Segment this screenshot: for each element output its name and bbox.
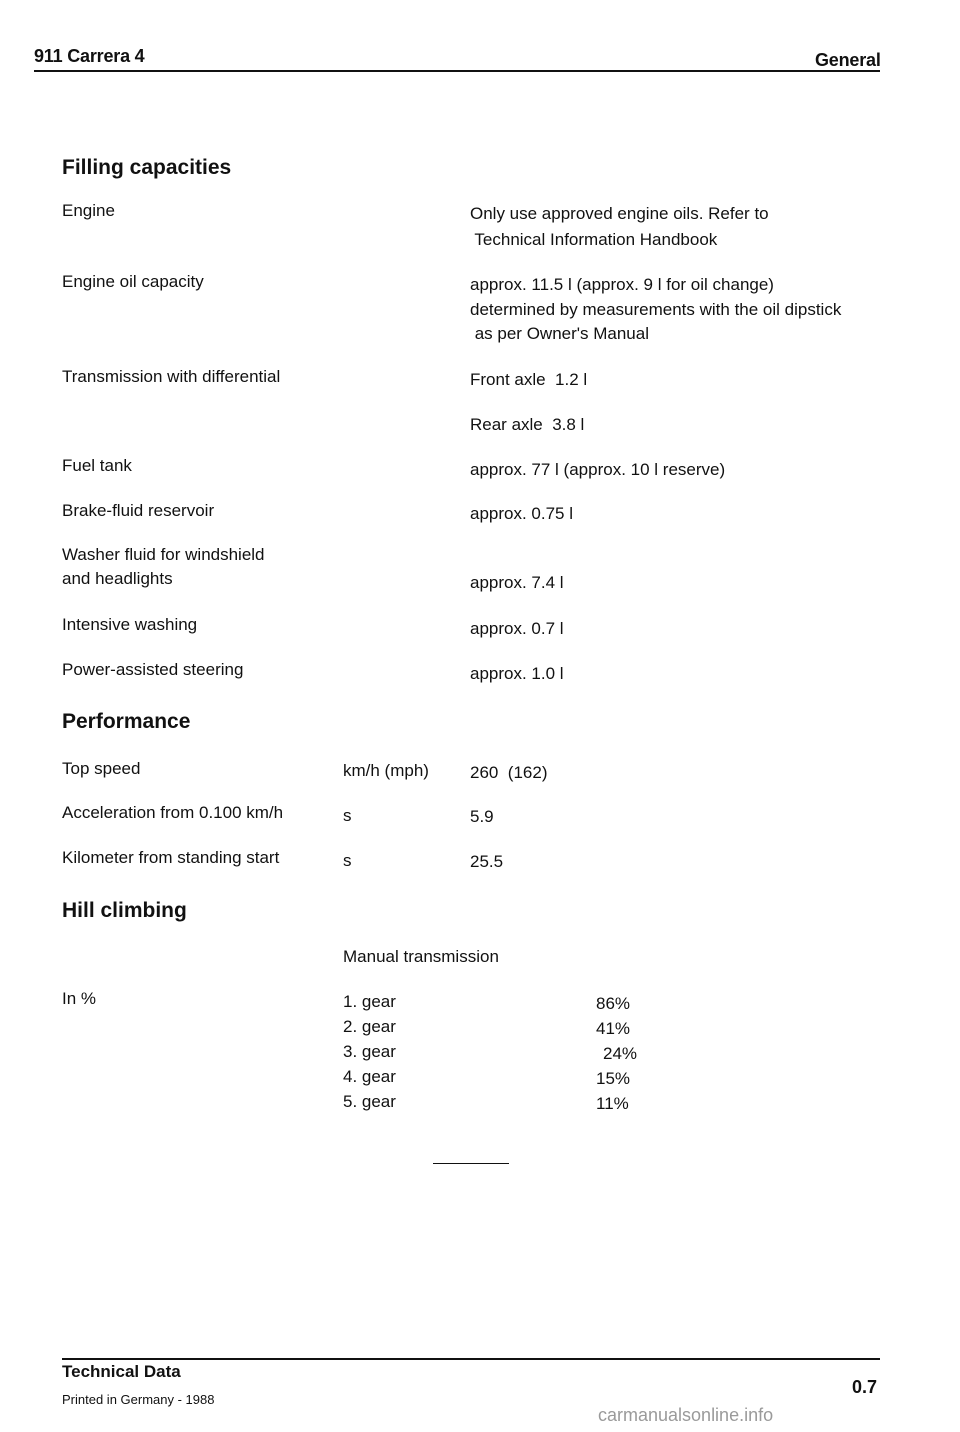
filling-value-front-axle: Front axle 1.2 l [470,370,588,389]
performance-unit-kilometer: s [343,851,352,870]
performance-label-acceleration: Acceleration from 0.100 km/h [62,803,284,822]
hill-gear-4: 4. gear [343,1067,396,1086]
filling-value-fuel-tank: approx. 77 l (approx. 10 l reserve) [470,460,726,479]
document-header-title: 911 Carrera 4 [34,46,145,66]
filling-label-power-steering: Power-assisted steering [62,660,244,679]
filling-value-engine-2: Technical Information Handbook [470,230,718,249]
filling-label-engine-oil: Engine oil capacity [62,272,204,291]
performance-unit-acceleration: s [343,806,352,825]
hill-pct-3: 24% [603,1044,638,1063]
performance-label-top-speed: Top speed [62,759,141,778]
filling-label-intensive-washing: Intensive washing [62,615,198,634]
hill-gear-2: 2. gear [343,1017,396,1036]
watermark-text: carmanualsonline.info [598,1405,774,1425]
performance-value-acceleration: 5.9 [470,807,494,826]
filling-value-engine-oil-1: approx. 11.5 l (approx. 9 l for oil change) [470,275,774,294]
header-rule [34,70,880,72]
hill-pct-2: 41% [596,1019,631,1038]
section-title-filling: Filling capacities [62,156,232,179]
filling-value-brake-fluid: approx. 0.75 l [470,504,574,523]
hill-gear-3: 3. gear [343,1042,396,1061]
filling-value-intensive-washing: approx. 0.7 l [470,619,564,638]
filling-label-brake-fluid: Brake-fluid reservoir [62,501,215,520]
filling-label-washer-1: Washer fluid for windshield [62,545,265,564]
performance-value-kilometer: 25.5 [470,852,504,871]
hill-pct-4: 15% [596,1069,631,1088]
filling-label-washer-2: and headlights [62,569,173,588]
hill-gear-5: 5. gear [343,1092,396,1111]
filling-value-engine-oil-2: determined by measurements with the oil dipstick [470,300,842,319]
footer-page-number: 0.7 [852,1377,878,1397]
hill-label-percent: In % [62,989,97,1008]
footer-title: Technical Data [62,1362,181,1381]
section-title-hill-climbing: Hill climbing [62,899,187,922]
filling-label-fuel-tank: Fuel tank [62,456,132,475]
performance-label-kilometer: Kilometer from standing start [62,848,280,867]
filling-value-washer: approx. 7.4 l [470,573,564,592]
filling-value-engine-1: Only use approved engine oils. Refer to [470,204,769,223]
document-header-section: General [815,50,881,70]
hill-pct-5: 11% [596,1094,629,1113]
filling-value-power-steering: approx. 1.0 l [470,664,564,683]
hill-subheading: Manual transmission [343,947,499,966]
filling-value-engine-oil-3: as per Owner's Manual [470,324,649,343]
performance-value-top-speed: 260 (162) [470,763,548,782]
filling-label-transmission: Transmission with differential [62,367,281,386]
performance-unit-top-speed: km/h (mph) [343,761,429,780]
section-title-performance: Performance [62,710,191,733]
footer-rule [62,1358,880,1360]
hill-pct-1: 86% [596,994,631,1013]
filling-label-engine: Engine [62,201,115,220]
filling-value-rear-axle: Rear axle 3.8 l [470,415,585,434]
footer-printed: Printed in Germany - 1988 [62,1392,215,1407]
end-of-section-rule [433,1163,509,1164]
hill-gear-1: 1. gear [343,992,396,1011]
